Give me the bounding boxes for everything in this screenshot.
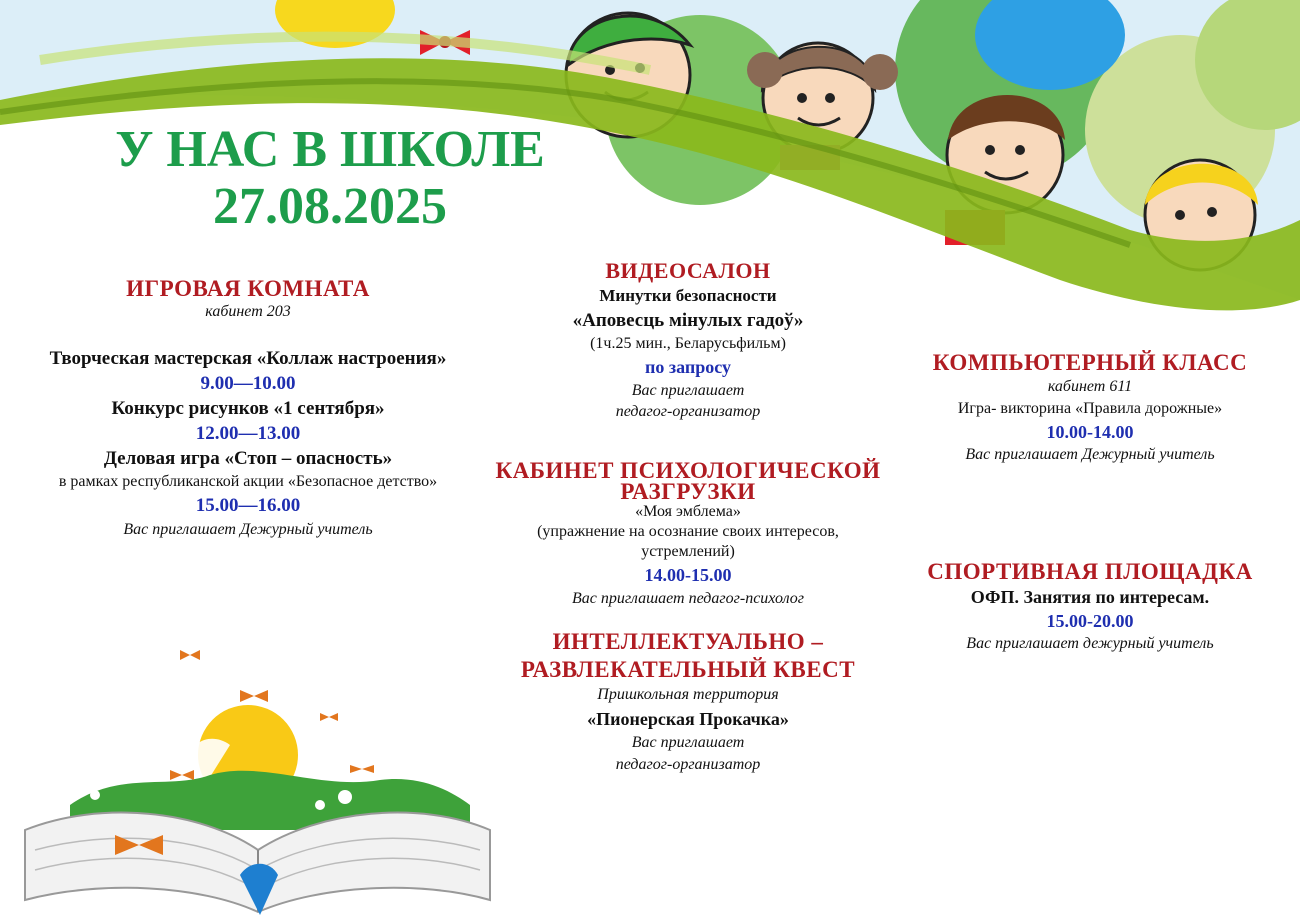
event-title: Деловая игра «Стоп – опасность» xyxy=(103,448,393,469)
host-label: Вас приглашает xyxy=(631,382,745,399)
section-game-room xyxy=(18,276,478,541)
event-title: «Пионерская Прокачка» xyxy=(587,709,789,729)
place-label: Пришкольная территория xyxy=(597,686,779,703)
section-heading: КАБИНЕТ ПСИХОЛОГИЧЕСКОЙ xyxy=(495,458,881,483)
room-label: кабинет 203 xyxy=(205,303,291,320)
room-label: кабинет 611 xyxy=(1047,378,1133,395)
event-time: 15.00—16.00 xyxy=(195,495,301,516)
page-title xyxy=(60,0,600,236)
event-time: 9.00—10.00 xyxy=(200,373,296,394)
section-heading: ИНТЕЛЛЕКТУАЛЬНО – xyxy=(552,629,824,654)
event-note: в рамках республиканской акции «Безопасное детство» xyxy=(58,473,438,490)
event-time: 10.00-14.00 xyxy=(1046,422,1134,442)
section-psych-room xyxy=(478,460,898,610)
section-heading: РАЗГРУЗКИ xyxy=(620,479,756,504)
event-time: 14.00-15.00 xyxy=(644,565,732,585)
butterfly-icon xyxy=(320,713,338,721)
event-title: «Аповесць мінулых гадоў» xyxy=(572,310,804,331)
butterfly-icon xyxy=(180,650,200,660)
event-title: Игра- викторина «Правила дорожные» xyxy=(957,400,1223,417)
title-text: У НАС В ШКОЛЕ xyxy=(115,121,545,178)
event-subtitle: Минутки безопасности xyxy=(599,286,777,305)
section-video-salon xyxy=(488,258,888,422)
butterfly-icon xyxy=(350,765,374,773)
section-heading: РАЗВЛЕКАТЕЛЬНЫЙ КВЕСТ xyxy=(520,657,856,682)
event-time: по запросу xyxy=(644,357,731,377)
event-note: (1ч.25 мин., Беларусьфильм) xyxy=(590,335,786,352)
event-note: (упражнение на осознание своих интересов, xyxy=(537,523,839,540)
section-heading: КОМПЬЮТЕРНЫЙ КЛАСС xyxy=(932,350,1248,375)
section-heading: ИГРОВАЯ КОМНАТА xyxy=(126,276,370,301)
event-title: Творческая мастерская «Коллаж настроения» xyxy=(49,348,447,369)
section-quest xyxy=(478,628,898,776)
event-title: ОФП. Занятия по интересам. xyxy=(970,587,1210,607)
section-computer-class xyxy=(900,350,1280,466)
host-label: Вас приглашает дежурный учитель xyxy=(966,635,1214,652)
host-label: педагог-организатор xyxy=(615,403,761,420)
host-label: Вас приглашает педагог-психолог xyxy=(571,590,805,607)
title-date: 27.08.2025 xyxy=(213,178,447,235)
section-sports xyxy=(900,559,1280,655)
event-title: «Моя эмблема» xyxy=(635,503,741,520)
butterfly-icon xyxy=(240,690,268,702)
event-time: 12.00—13.00 xyxy=(195,423,301,444)
host-label: Вас приглашает Дежурный учитель xyxy=(965,446,1215,463)
host-label: Вас приглашает xyxy=(631,734,745,751)
host-label: Вас приглашает Дежурный учитель xyxy=(123,521,373,538)
event-time: 15.00-20.00 xyxy=(1046,611,1134,631)
section-heading: ВИДЕОСАЛОН xyxy=(605,258,771,283)
book-illustration xyxy=(25,650,490,915)
event-title: Конкурс рисунков «1 сентября» xyxy=(111,398,385,419)
section-heading: СПОРТИВНАЯ ПЛОЩАДКА xyxy=(927,559,1253,584)
event-note: устремлений) xyxy=(641,543,735,560)
host-label: педагог-организатор xyxy=(615,756,761,773)
